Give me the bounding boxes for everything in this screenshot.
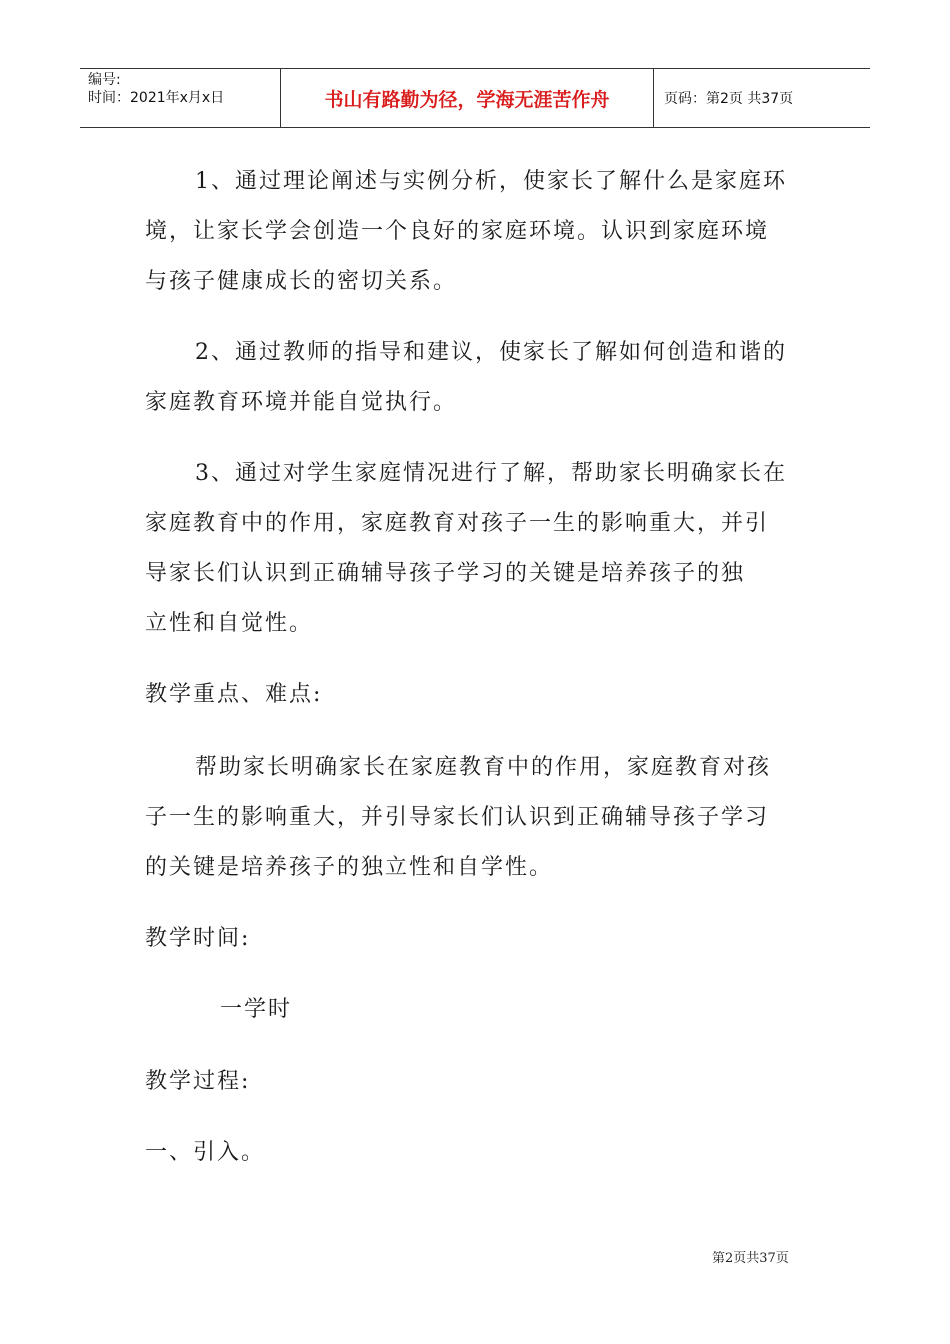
date-label: 时间：2021年x月x日 — [88, 90, 225, 106]
page-header — [80, 68, 870, 128]
key-points-line1: 帮助家长明确家长在家庭教育中的作用，家庭教育对孩 — [195, 755, 772, 780]
item3-line4: 立性和自觉性。 — [145, 611, 314, 636]
motto-text: 书山有路勤为径，学海无涯苦作舟 — [324, 89, 610, 111]
process-heading: 教学过程: — [145, 1069, 251, 1094]
header-meta-cell — [80, 69, 281, 127]
serial-number-label: 编号: — [88, 72, 121, 88]
item3-line2: 家庭教育中的作用，家庭教育对孩子一生的影响重大，并引 — [145, 511, 770, 536]
header-motto-cell — [281, 69, 654, 127]
time-heading: 教学时间: — [145, 926, 251, 951]
key-points-heading: 教学重点、难点: — [145, 682, 323, 707]
item3-line3: 导家长们认识到正确辅导孩子学习的关键是培养孩子的独 — [145, 561, 746, 586]
item2-line2: 家庭教育环境并能自觉执行。 — [145, 390, 458, 415]
page-footer: 第2页共37页 — [712, 1251, 789, 1266]
item1-line3: 与孩子健康成长的密切关系。 — [145, 269, 458, 294]
item1-line1: 1、通过理论阐述与实例分析，使家长了解什么是家庭环 — [195, 169, 787, 194]
header-page-cell — [654, 69, 870, 127]
time-value: 一学时 — [220, 997, 293, 1022]
page-code-label: 页码：第2页 共37页 — [664, 91, 794, 107]
key-points-line2: 子一生的影响重大，并引导家长们认识到正确辅导孩子学习 — [145, 805, 770, 830]
key-points-line3: 的关键是培养孩子的独立性和自学性。 — [145, 855, 554, 880]
section1-heading: 一、引入。 — [145, 1140, 266, 1165]
item1-line2: 境，让家长学会创造一个良好的家庭环境。认识到家庭环境 — [145, 219, 770, 244]
item2-line1: 2、通过教师的指导和建议，使家长了解如何创造和谐的 — [195, 340, 787, 365]
item3-line1: 3、通过对学生家庭情况进行了解，帮助家长明确家长在 — [195, 461, 787, 486]
